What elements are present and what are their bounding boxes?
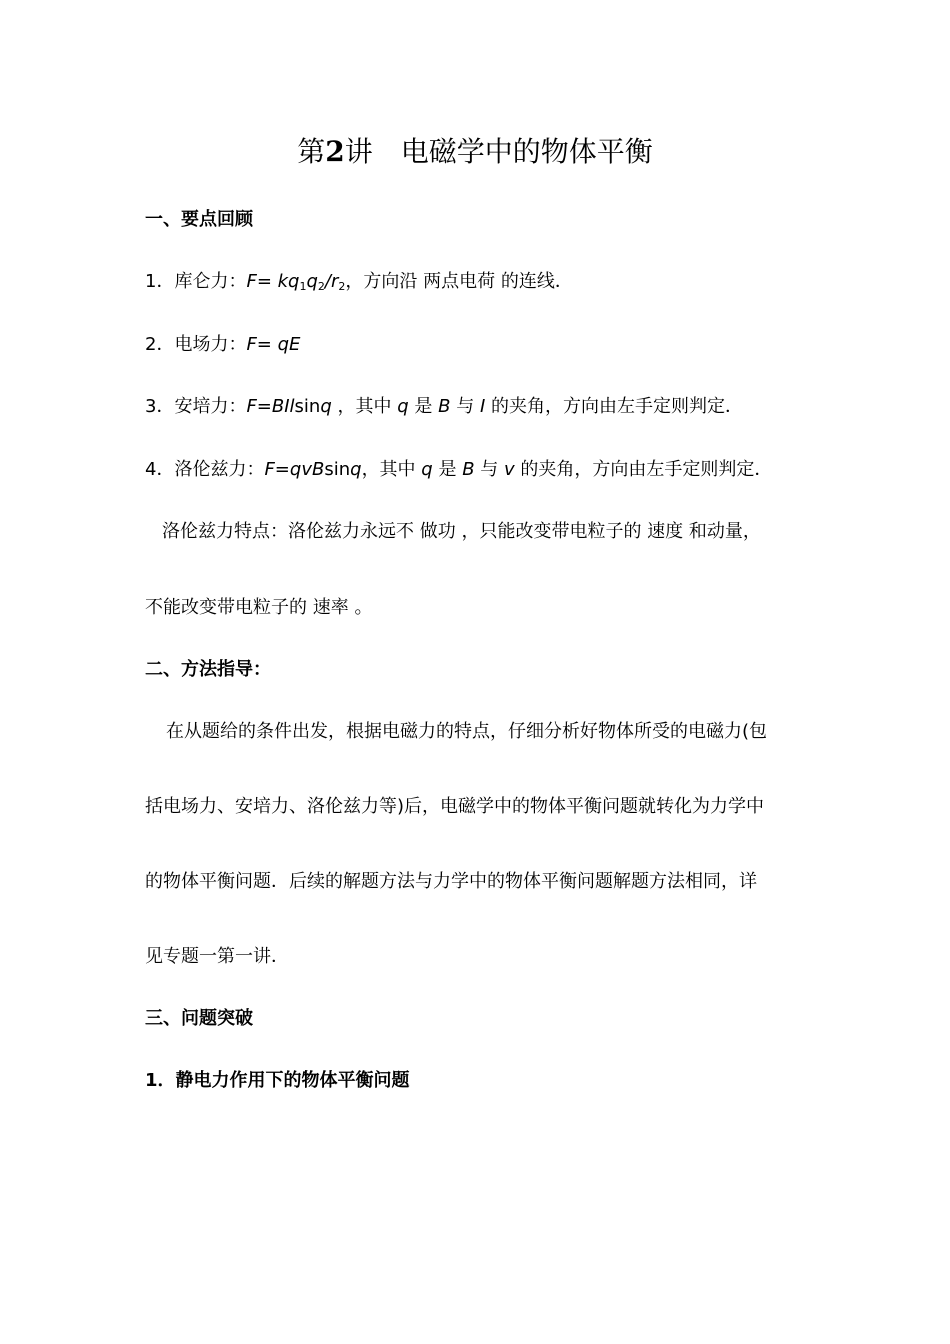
item3-B: B xyxy=(438,396,451,417)
item1-kq: kq xyxy=(277,271,300,292)
item4-rest: 的夹角，方向由左手定则判定． xyxy=(514,459,773,480)
title-number: 2 xyxy=(325,135,345,168)
item1-rest: ，方向沿 两点电荷 的连线． xyxy=(345,271,573,292)
item4-lorentz-force xyxy=(145,455,772,481)
item4-mid1: ，其中 xyxy=(361,459,422,480)
feature-line-1: 洛伦兹力特点：洛伦兹力永远不 做功 ，只能改变带电粒子的 速度 和动量， xyxy=(162,521,761,542)
item3-ampere-force xyxy=(145,392,743,418)
title-text: 讲 电磁学中的物体平衡 xyxy=(344,135,653,168)
item4-mid3: 与 xyxy=(474,459,504,480)
item2-label: 2．电场力： xyxy=(145,334,247,355)
item3-mid3: 与 xyxy=(450,396,480,417)
item3-q: q xyxy=(320,396,332,417)
item3-mid2: 是 xyxy=(408,396,439,417)
item4-mid2: 是 xyxy=(432,459,463,480)
item3-q2: q xyxy=(397,396,409,417)
item1-q: q xyxy=(306,271,318,292)
item4-q: q xyxy=(350,459,362,480)
item3-mid1: ，其中 xyxy=(331,396,398,417)
item4-sin: sin xyxy=(324,459,351,480)
item3-I: I xyxy=(479,396,486,417)
item1-sub3: 2 xyxy=(338,280,346,293)
item1-coulomb xyxy=(145,267,573,293)
item3-rest: 的夹角，方向由左手定则判定． xyxy=(485,396,743,417)
item4-q2: q xyxy=(421,459,433,480)
item4-B: B xyxy=(462,459,475,480)
method-line-1: 在从题给的条件出发，根据电磁力的特点，仔细分析好物体所受的电磁力(包 xyxy=(166,721,768,742)
item4-label: 4．洛伦兹力： xyxy=(145,459,265,480)
method-line-4: 见专题一第一讲． xyxy=(145,946,289,967)
item4-v: v xyxy=(504,459,515,480)
page-title xyxy=(0,130,950,170)
item2-formula: F= qE xyxy=(246,334,301,355)
item3-label: 3．安培力： xyxy=(145,396,247,417)
method-line-3: 的物体平衡问题．后续的解题方法与力学中的物体平衡问题解题方法相同，详 xyxy=(145,871,757,892)
section1-heading: 一、要点回顾 xyxy=(145,209,253,230)
section3-sub1: 1．静电力作用下的物体平衡问题 xyxy=(145,1070,410,1091)
item4-formula: F=qvB xyxy=(264,459,325,480)
item1-F: F xyxy=(246,271,257,292)
item1-eq: = xyxy=(256,271,278,292)
item3-formula: F=BIl xyxy=(246,396,295,417)
item1-sub2: 2 xyxy=(317,280,325,293)
title-prefix: 第 xyxy=(297,135,326,168)
item2-electric-force xyxy=(145,330,300,356)
section3-heading: 三、问题突破 xyxy=(145,1008,253,1029)
method-line-2: 括电场力、安培力、洛伦兹力等)后，电磁学中的物体平衡问题就转化为力学中 xyxy=(145,796,765,817)
section2-heading: 二、方法指导： xyxy=(145,659,271,680)
item1-sub1: 1 xyxy=(299,280,307,293)
feature-line-2: 不能改变带电粒子的 速率 。 xyxy=(145,597,373,618)
item1-r: /r xyxy=(324,271,339,292)
item1-label: 1．库仑力： xyxy=(145,271,247,292)
item3-sin: sin xyxy=(294,396,321,417)
